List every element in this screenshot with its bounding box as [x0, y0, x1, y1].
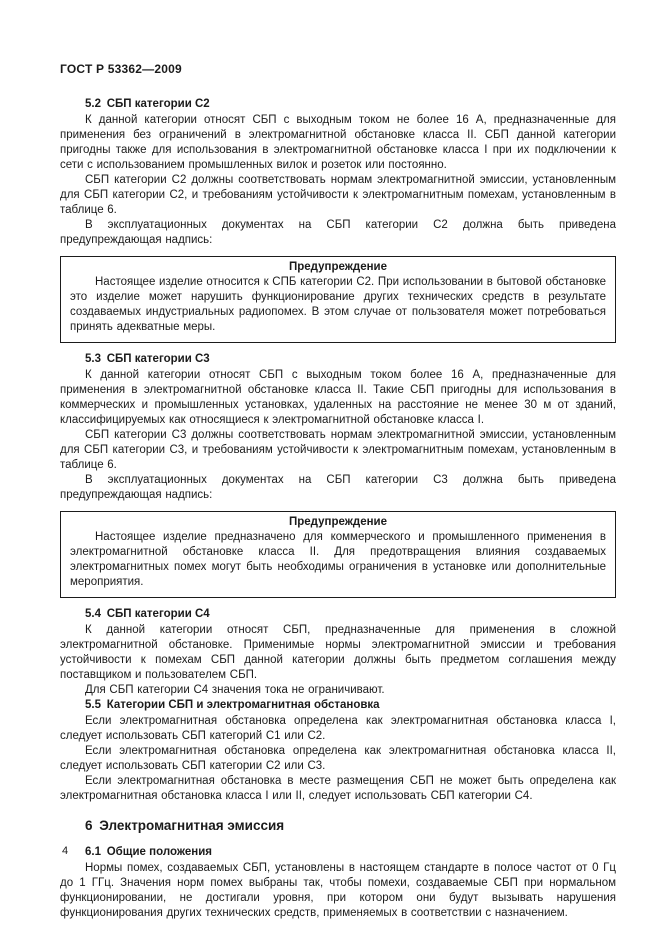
section-5-4-title: 5.4 СБП категории С4 — [85, 608, 210, 620]
section-5-2-paragraph-1: К данной категории относят СБП с выходным током не более 16 А, предназначенные для применения без ограничений в электромагнитной обстановке класса II. СБП данной категории пригодны также для использования в электромагнитной обстановке класса I при их подключении к сети с использованием промышленных вилок и розеток или постоянно. — [60, 114, 616, 171]
warning-box-c2 — [60, 256, 616, 343]
doc-header: ГОСТ Р 53362—2009 — [60, 62, 182, 76]
section-5-5-paragraph-2: Если электромагнитная обстановка определена как электромагнитная обстановка класса II, следует использовать СБП категории С2 или С3. — [60, 745, 616, 772]
section-6-1-title: 6.1 Общие положения — [85, 846, 212, 858]
section-5-2-paragraph-2: СБП категории С2 должны соответствовать нормам электромагнитной эмиссии, установленным для СБП категории С2, и требованиям устойчивости к электромагнитным помехам, установленным в таблице 6. — [60, 174, 616, 216]
section-5-2-title: 5.2 СБП категории С2 — [85, 98, 210, 110]
page-number: 4 — [62, 845, 69, 857]
section-5-3-paragraph-3: В эксплуатационных документах на СБП категории С3 должна быть приведена предупреждающая надпись: — [60, 474, 616, 501]
warning-box-c3-body: Настоящее изделие предназначено для коммерческого и промышленного применения в электромагнитной обстановке класса II. Для предотвращения влияния создаваемых электромагнитных помех могут быть необходимы ограничения в установке или дополнительные мероприятия. — [70, 531, 606, 588]
section-5-5-paragraph-1: Если электромагнитная обстановка определена как электромагнитная обстановка класса I, следует использовать СБП категорий С1 или С2. — [60, 715, 616, 742]
warning-box-c3 — [60, 511, 616, 598]
warning-box-c3-title: Предупреждение — [289, 516, 387, 528]
section-5-5-paragraph-3: Если электромагнитная обстановка в месте размещения СБП не может быть определена как электромагнитная обстановка класса I или II, следует использовать СБП категории С4. — [60, 775, 616, 802]
section-5-2-paragraph-3: В эксплуатационных документах на СБП категории С2 должна быть приведена предупреждающая надпись: — [60, 219, 616, 246]
section-5-4-paragraph-2: Для СБП категории С4 значения тока не ограничивают. — [85, 684, 385, 696]
section-6-title: 6 Электромагнитная эмиссия — [85, 818, 285, 833]
section-5-5-title: 5.5 Категории СБП и электромагнитная обстановка — [85, 699, 380, 711]
section-5-3-title: 5.3 СБП категории С3 — [85, 353, 210, 365]
section-5-4-paragraph-1: К данной категории относят СБП, предназначенные для применения в сложной электромагнитной обстановке. Применимые нормы электромагнитной эмиссии и требования устойчивости к помехам СБП данной категории должны быть предметом соглашения между поставщиком и пользователем СБП. — [60, 624, 616, 681]
warning-box-c2-title: Предупреждение — [289, 261, 387, 273]
warning-box-c2-body: Настоящее изделие относится к СПБ категории С2. При использовании в бытовой обстановке это изделие может нарушить функционирование других технических средств в результате создаваемых индустриальных радиопомех. В этом случае от пользователя может потребоваться принять адекватные меры. — [70, 276, 607, 333]
section-5-3-paragraph-1: К данной категории относят СБП с выходным током более 16 А, предназначенные для применения в электромагнитной обстановке класса II. Такие СБП пригодны для использования в коммерческих и промышленных установках, удаленных на расстояние не менее 30 м от зданий, классифицируемых как относящиеся к электромагнитной обстановке класса I. — [60, 369, 616, 426]
section-5-3-paragraph-2: СБП категории С3 должны соответствовать нормам электромагнитной эмиссии, установленным для СБП категории С3, и требованиям устойчивости к электромагнитным помехам, установленным в таблице 6. — [60, 429, 616, 471]
section-6-1-paragraph-1: Нормы помех, создаваемых СБП, установлены в настоящем стандарте в полосе частот от 0 Гц до 1 ГГц. Значения норм помех выбраны так, чтобы помехи, создаваемые СБП при нормальном функционировании, не достигали уровня, при котором они будут вызывать нарушения функционирования других технических средств, применяемых в соответствии с назначением. — [60, 862, 616, 919]
